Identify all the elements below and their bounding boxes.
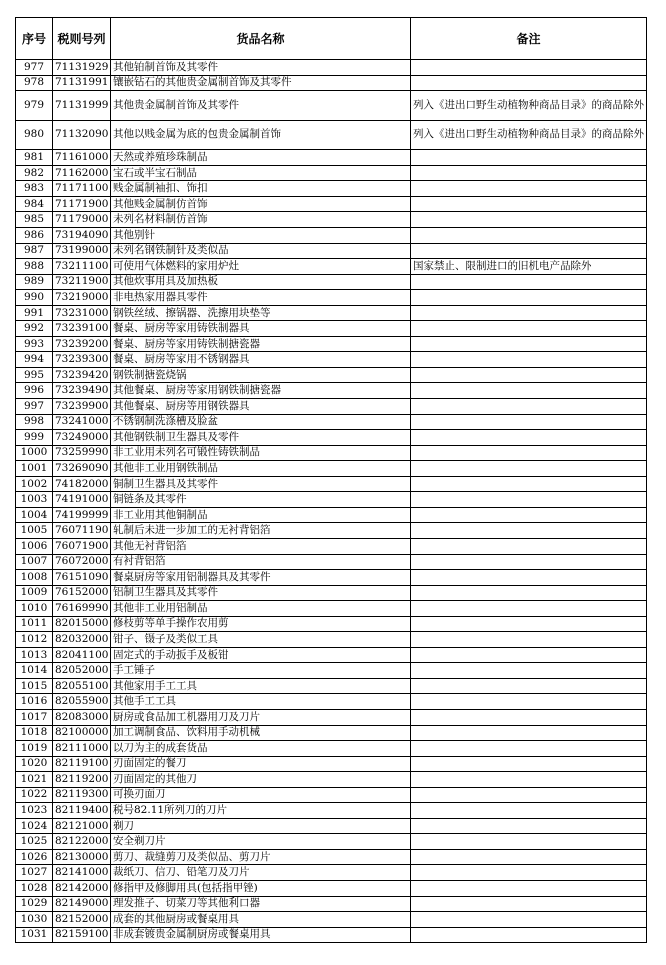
cell-name: 安全剃刀片 bbox=[111, 834, 411, 850]
cell-name: 不锈钢制洗涤槽及脸盆 bbox=[111, 414, 411, 430]
cell-remark bbox=[411, 927, 647, 943]
header-name: 货品名称 bbox=[111, 18, 411, 60]
cell-name: 其他餐桌、厨房等家用钢铁制搪瓷器 bbox=[111, 383, 411, 399]
cell-remark bbox=[411, 585, 647, 601]
cell-code: 73239900 bbox=[53, 399, 111, 415]
cell-name: 其他家用手工工具 bbox=[111, 678, 411, 694]
cell-remark bbox=[411, 896, 647, 912]
cell-name: 其他无衬背铝箔 bbox=[111, 538, 411, 554]
cell-name: 天然或养殖珍珠制品 bbox=[111, 150, 411, 166]
table-row bbox=[16, 709, 647, 725]
cell-name: 铝制卫生器具及其零件 bbox=[111, 585, 411, 601]
cell-name: 其他炊事用具及加热板 bbox=[111, 274, 411, 290]
cell-code: 73239300 bbox=[53, 352, 111, 368]
cell-code: 82119200 bbox=[53, 772, 111, 788]
cell-seq: 1024 bbox=[16, 818, 53, 834]
cell-name: 宝石或半宝石制品 bbox=[111, 165, 411, 181]
table-row bbox=[16, 741, 647, 757]
table-row bbox=[16, 383, 647, 399]
cell-name: 刃面固定的餐刀 bbox=[111, 756, 411, 772]
cell-code: 73249000 bbox=[53, 430, 111, 446]
cell-remark bbox=[411, 570, 647, 586]
cell-remark: 国家禁止、限制进口的旧机电产品除外 bbox=[411, 259, 647, 275]
cell-remark bbox=[411, 290, 647, 306]
cell-seq: 996 bbox=[16, 383, 53, 399]
cell-name: 非工业用未列名可锻性铸铁制品 bbox=[111, 445, 411, 461]
cell-remark bbox=[411, 305, 647, 321]
cell-code: 82142000 bbox=[53, 880, 111, 896]
table-row bbox=[16, 120, 647, 150]
table-row bbox=[16, 896, 647, 912]
cell-name: 加工调制食品、饮料用手动机械 bbox=[111, 725, 411, 741]
cell-seq: 1008 bbox=[16, 570, 53, 586]
table-row bbox=[16, 430, 647, 446]
cell-seq: 1022 bbox=[16, 787, 53, 803]
cell-code: 73269090 bbox=[53, 461, 111, 477]
cell-name: 铜链条及其零件 bbox=[111, 492, 411, 508]
cell-name: 税号82.11所列刀的刀片 bbox=[111, 803, 411, 819]
cell-seq: 983 bbox=[16, 181, 53, 197]
cell-code: 73199000 bbox=[53, 243, 111, 259]
cell-code: 71179000 bbox=[53, 212, 111, 228]
cell-seq: 988 bbox=[16, 259, 53, 275]
cell-name: 其他非工业用钢铁制品 bbox=[111, 461, 411, 477]
cell-code: 71132090 bbox=[53, 120, 111, 150]
table-row bbox=[16, 570, 647, 586]
table-row bbox=[16, 880, 647, 896]
cell-name: 餐桌、厨房等家用铸铁制搪瓷器 bbox=[111, 336, 411, 352]
cell-code: 71171900 bbox=[53, 196, 111, 212]
cell-remark bbox=[411, 554, 647, 570]
cell-seq: 1020 bbox=[16, 756, 53, 772]
cell-remark bbox=[411, 243, 647, 259]
cell-code: 82041100 bbox=[53, 647, 111, 663]
cell-name: 未列名钢铁制针及类似品 bbox=[111, 243, 411, 259]
cell-seq: 977 bbox=[16, 60, 53, 76]
table-row bbox=[16, 165, 647, 181]
cell-remark bbox=[411, 507, 647, 523]
cell-seq: 995 bbox=[16, 367, 53, 383]
cell-seq: 1018 bbox=[16, 725, 53, 741]
cell-remark bbox=[411, 228, 647, 244]
table-row bbox=[16, 305, 647, 321]
table-row bbox=[16, 927, 647, 943]
cell-seq: 998 bbox=[16, 414, 53, 430]
cell-name: 非工业用其他铜制品 bbox=[111, 507, 411, 523]
cell-code: 82159100 bbox=[53, 927, 111, 943]
table-row bbox=[16, 725, 647, 741]
cell-seq: 1002 bbox=[16, 476, 53, 492]
cell-name: 其他别针 bbox=[111, 228, 411, 244]
cell-remark bbox=[411, 725, 647, 741]
cell-code: 82083000 bbox=[53, 709, 111, 725]
cell-code: 82119400 bbox=[53, 803, 111, 819]
cell-code: 82100000 bbox=[53, 725, 111, 741]
cell-seq: 1013 bbox=[16, 647, 53, 663]
cell-name: 固定式的手动扳手及板钳 bbox=[111, 647, 411, 663]
cell-seq: 999 bbox=[16, 430, 53, 446]
cell-seq: 1011 bbox=[16, 616, 53, 632]
cell-name: 轧制后未进一步加工的无衬背铝箔 bbox=[111, 523, 411, 539]
table-row bbox=[16, 91, 647, 121]
table-row bbox=[16, 321, 647, 337]
cell-seq: 1028 bbox=[16, 880, 53, 896]
cell-code: 71131991 bbox=[53, 75, 111, 91]
cell-seq: 1023 bbox=[16, 803, 53, 819]
cell-remark bbox=[411, 523, 647, 539]
cell-remark bbox=[411, 803, 647, 819]
cell-code: 76072000 bbox=[53, 554, 111, 570]
table-row bbox=[16, 290, 647, 306]
cell-code: 82122000 bbox=[53, 834, 111, 850]
cell-seq: 992 bbox=[16, 321, 53, 337]
cell-remark bbox=[411, 787, 647, 803]
cell-name: 手工锤子 bbox=[111, 663, 411, 679]
table-row bbox=[16, 181, 647, 197]
table-row bbox=[16, 399, 647, 415]
cell-name: 有衬背铝箔 bbox=[111, 554, 411, 570]
cell-seq: 978 bbox=[16, 75, 53, 91]
cell-name: 非电热家用器具零件 bbox=[111, 290, 411, 306]
cell-seq: 1017 bbox=[16, 709, 53, 725]
cell-name: 其他铂制首饰及其零件 bbox=[111, 60, 411, 76]
table-row bbox=[16, 228, 647, 244]
table-row bbox=[16, 523, 647, 539]
cell-seq: 1009 bbox=[16, 585, 53, 601]
cell-seq: 1016 bbox=[16, 694, 53, 710]
cell-remark bbox=[411, 834, 647, 850]
cell-remark bbox=[411, 476, 647, 492]
table-row bbox=[16, 912, 647, 928]
cell-name: 裁纸刀、信刀、铅笔刀及刀片 bbox=[111, 865, 411, 881]
cell-code: 73239420 bbox=[53, 367, 111, 383]
cell-code: 73259990 bbox=[53, 445, 111, 461]
cell-code: 73219000 bbox=[53, 290, 111, 306]
cell-code: 76071900 bbox=[53, 538, 111, 554]
table-row bbox=[16, 445, 647, 461]
cell-name: 铜制卫生器具及其零件 bbox=[111, 476, 411, 492]
cell-name: 其他贱金属制仿首饰 bbox=[111, 196, 411, 212]
cell-remark bbox=[411, 756, 647, 772]
cell-seq: 997 bbox=[16, 399, 53, 415]
cell-code: 74191000 bbox=[53, 492, 111, 508]
cell-seq: 1021 bbox=[16, 772, 53, 788]
cell-code: 82032000 bbox=[53, 632, 111, 648]
cell-seq: 1004 bbox=[16, 507, 53, 523]
cell-code: 71162000 bbox=[53, 165, 111, 181]
cell-code: 82152000 bbox=[53, 912, 111, 928]
table-row bbox=[16, 756, 647, 772]
cell-remark bbox=[411, 865, 647, 881]
cell-code: 73239490 bbox=[53, 383, 111, 399]
table-row bbox=[16, 632, 647, 648]
cell-remark bbox=[411, 632, 647, 648]
table-row bbox=[16, 243, 647, 259]
table-row bbox=[16, 834, 647, 850]
cell-code: 76152000 bbox=[53, 585, 111, 601]
cell-code: 73194090 bbox=[53, 228, 111, 244]
cell-remark bbox=[411, 212, 647, 228]
cell-seq: 993 bbox=[16, 336, 53, 352]
cell-seq: 985 bbox=[16, 212, 53, 228]
cell-seq: 991 bbox=[16, 305, 53, 321]
cell-code: 71171100 bbox=[53, 181, 111, 197]
table-row bbox=[16, 476, 647, 492]
cell-code: 71161000 bbox=[53, 150, 111, 166]
cell-name: 成套的其他厨房或餐桌用具 bbox=[111, 912, 411, 928]
cell-remark bbox=[411, 336, 647, 352]
table-row bbox=[16, 352, 647, 368]
table-row bbox=[16, 507, 647, 523]
cell-seq: 1000 bbox=[16, 445, 53, 461]
cell-name: 餐桌、厨房等家用不锈钢器具 bbox=[111, 352, 411, 368]
table-row bbox=[16, 772, 647, 788]
table-row bbox=[16, 663, 647, 679]
cell-remark bbox=[411, 678, 647, 694]
goods-table bbox=[15, 17, 647, 943]
cell-remark bbox=[411, 461, 647, 477]
table-row bbox=[16, 694, 647, 710]
table-row bbox=[16, 818, 647, 834]
table-row bbox=[16, 849, 647, 865]
table-row bbox=[16, 538, 647, 554]
cell-code: 82055900 bbox=[53, 694, 111, 710]
cell-name: 剃刀 bbox=[111, 818, 411, 834]
cell-code: 76071190 bbox=[53, 523, 111, 539]
cell-name: 其他钢铁制卫生器具及零件 bbox=[111, 430, 411, 446]
table-row bbox=[16, 678, 647, 694]
cell-code: 73211900 bbox=[53, 274, 111, 290]
header-seq: 序号 bbox=[16, 18, 53, 60]
table-row bbox=[16, 461, 647, 477]
cell-name: 剪刀、裁缝剪刀及类似品、剪刀片 bbox=[111, 849, 411, 865]
cell-remark bbox=[411, 321, 647, 337]
cell-seq: 989 bbox=[16, 274, 53, 290]
cell-seq: 1007 bbox=[16, 554, 53, 570]
cell-name: 修指甲及修脚用具(包括指甲锉) bbox=[111, 880, 411, 896]
header-remark: 备注 bbox=[411, 18, 647, 60]
cell-code: 82015000 bbox=[53, 616, 111, 632]
cell-seq: 1029 bbox=[16, 896, 53, 912]
cell-seq: 987 bbox=[16, 243, 53, 259]
cell-code: 73241000 bbox=[53, 414, 111, 430]
table-row bbox=[16, 865, 647, 881]
cell-remark bbox=[411, 492, 647, 508]
cell-remark bbox=[411, 849, 647, 865]
cell-code: 73211100 bbox=[53, 259, 111, 275]
cell-seq: 980 bbox=[16, 120, 53, 150]
cell-remark bbox=[411, 383, 647, 399]
cell-name: 餐桌、厨房等家用铸铁制器具 bbox=[111, 321, 411, 337]
cell-remark: 列入《进出口野生动植物种商品目录》的商品除外 bbox=[411, 91, 647, 121]
cell-code: 74199999 bbox=[53, 507, 111, 523]
cell-remark bbox=[411, 912, 647, 928]
cell-remark bbox=[411, 75, 647, 91]
cell-name: 厨房或食品加工机器用刀及刀片 bbox=[111, 709, 411, 725]
cell-remark bbox=[411, 181, 647, 197]
table-row bbox=[16, 196, 647, 212]
table-row bbox=[16, 554, 647, 570]
cell-remark bbox=[411, 880, 647, 896]
cell-seq: 1010 bbox=[16, 601, 53, 617]
cell-name: 其他非工业用铝制品 bbox=[111, 601, 411, 617]
header-row bbox=[16, 18, 647, 60]
cell-remark bbox=[411, 772, 647, 788]
cell-seq: 1026 bbox=[16, 849, 53, 865]
cell-seq: 990 bbox=[16, 290, 53, 306]
cell-name: 刃面固定的其他刀 bbox=[111, 772, 411, 788]
cell-remark bbox=[411, 150, 647, 166]
cell-name: 其他以贱金属为底的包贵金属制首饰 bbox=[111, 120, 411, 150]
cell-name: 其他餐桌、厨房等用钢铁器具 bbox=[111, 399, 411, 415]
cell-seq: 1030 bbox=[16, 912, 53, 928]
table-row bbox=[16, 212, 647, 228]
table-row bbox=[16, 336, 647, 352]
cell-code: 82149000 bbox=[53, 896, 111, 912]
cell-name: 其他贵金属制首饰及其零件 bbox=[111, 91, 411, 121]
cell-remark bbox=[411, 647, 647, 663]
cell-name: 餐桌厨房等家用铝制器具及其零件 bbox=[111, 570, 411, 586]
cell-name: 其他手工工具 bbox=[111, 694, 411, 710]
cell-name: 贱金属制袖扣、饰扣 bbox=[111, 181, 411, 197]
cell-remark bbox=[411, 694, 647, 710]
cell-seq: 1012 bbox=[16, 632, 53, 648]
cell-remark bbox=[411, 538, 647, 554]
cell-code: 82141000 bbox=[53, 865, 111, 881]
cell-seq: 1019 bbox=[16, 741, 53, 757]
cell-remark: 列入《进出口野生动植物种商品目录》的商品除外 bbox=[411, 120, 647, 150]
cell-name: 修枝剪等单手操作农用剪 bbox=[111, 616, 411, 632]
cell-code: 82121000 bbox=[53, 818, 111, 834]
table-row bbox=[16, 601, 647, 617]
table-row bbox=[16, 75, 647, 91]
cell-seq: 1001 bbox=[16, 461, 53, 477]
cell-remark bbox=[411, 165, 647, 181]
cell-remark bbox=[411, 414, 647, 430]
cell-code: 76151090 bbox=[53, 570, 111, 586]
cell-name: 钢铁制搪瓷烧锅 bbox=[111, 367, 411, 383]
cell-seq: 1003 bbox=[16, 492, 53, 508]
cell-code: 71131929 bbox=[53, 60, 111, 76]
cell-code: 71131999 bbox=[53, 91, 111, 121]
cell-remark bbox=[411, 741, 647, 757]
table-row bbox=[16, 367, 647, 383]
cell-seq: 1015 bbox=[16, 678, 53, 694]
cell-remark bbox=[411, 196, 647, 212]
cell-name: 镶嵌钻石的其他贵金属制首饰及其零件 bbox=[111, 75, 411, 91]
cell-code: 76169990 bbox=[53, 601, 111, 617]
cell-name: 钳子、镊子及类似工具 bbox=[111, 632, 411, 648]
cell-code: 82119100 bbox=[53, 756, 111, 772]
cell-code: 82130000 bbox=[53, 849, 111, 865]
cell-remark bbox=[411, 709, 647, 725]
cell-seq: 1025 bbox=[16, 834, 53, 850]
cell-seq: 982 bbox=[16, 165, 53, 181]
cell-code: 73231000 bbox=[53, 305, 111, 321]
cell-code: 74182000 bbox=[53, 476, 111, 492]
cell-seq: 984 bbox=[16, 196, 53, 212]
table-row bbox=[16, 60, 647, 76]
cell-seq: 1027 bbox=[16, 865, 53, 881]
cell-code: 82119300 bbox=[53, 787, 111, 803]
table-row bbox=[16, 150, 647, 166]
cell-remark bbox=[411, 60, 647, 76]
cell-remark bbox=[411, 616, 647, 632]
table-row bbox=[16, 492, 647, 508]
table-row bbox=[16, 787, 647, 803]
cell-remark bbox=[411, 352, 647, 368]
cell-seq: 1031 bbox=[16, 927, 53, 943]
cell-code: 82111000 bbox=[53, 741, 111, 757]
cell-code: 82052000 bbox=[53, 663, 111, 679]
cell-name: 可使用气体燃料的家用炉灶 bbox=[111, 259, 411, 275]
cell-seq: 1005 bbox=[16, 523, 53, 539]
cell-seq: 981 bbox=[16, 150, 53, 166]
table-row bbox=[16, 585, 647, 601]
cell-remark bbox=[411, 274, 647, 290]
cell-remark bbox=[411, 399, 647, 415]
table-row bbox=[16, 647, 647, 663]
cell-seq: 986 bbox=[16, 228, 53, 244]
cell-seq: 979 bbox=[16, 91, 53, 121]
cell-remark bbox=[411, 663, 647, 679]
table-row bbox=[16, 414, 647, 430]
table-row bbox=[16, 274, 647, 290]
cell-seq: 1006 bbox=[16, 538, 53, 554]
cell-remark bbox=[411, 445, 647, 461]
cell-seq: 994 bbox=[16, 352, 53, 368]
cell-name: 钢铁丝绒、擦锅器、洗擦用块垫等 bbox=[111, 305, 411, 321]
cell-remark bbox=[411, 601, 647, 617]
cell-code: 73239200 bbox=[53, 336, 111, 352]
header-code: 税则号列 bbox=[53, 18, 111, 60]
table-body bbox=[16, 60, 647, 943]
cell-remark bbox=[411, 367, 647, 383]
table-row bbox=[16, 616, 647, 632]
cell-seq: 1014 bbox=[16, 663, 53, 679]
cell-code: 73239100 bbox=[53, 321, 111, 337]
cell-name: 可换刃面刀 bbox=[111, 787, 411, 803]
cell-remark bbox=[411, 430, 647, 446]
table-row bbox=[16, 803, 647, 819]
cell-remark bbox=[411, 818, 647, 834]
cell-name: 以刀为主的成套货品 bbox=[111, 741, 411, 757]
cell-name: 理发推子、切菜刀等其他利口器 bbox=[111, 896, 411, 912]
table-row bbox=[16, 259, 647, 275]
cell-name: 未列名材料制仿首饰 bbox=[111, 212, 411, 228]
cell-name: 非成套镀贵金属制厨房或餐桌用具 bbox=[111, 927, 411, 943]
cell-code: 82055100 bbox=[53, 678, 111, 694]
